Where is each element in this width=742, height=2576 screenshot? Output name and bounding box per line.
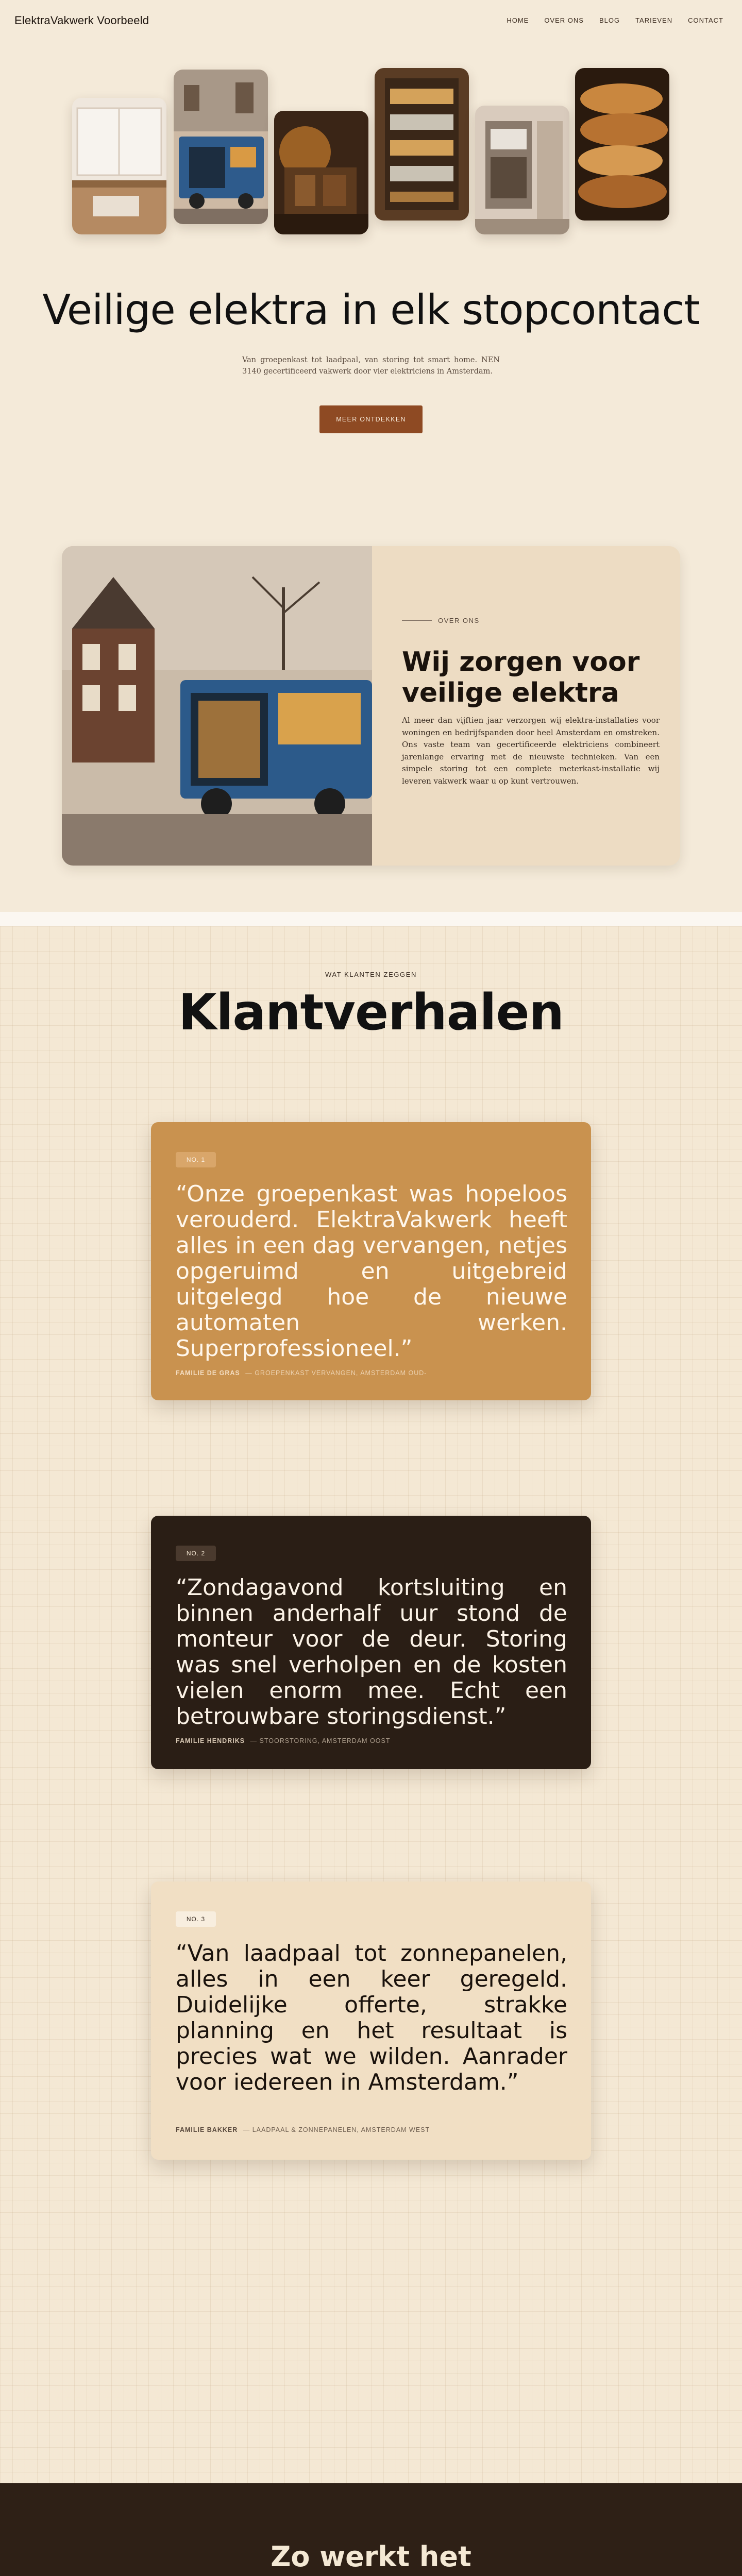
testimonial-author <box>176 1737 390 1744</box>
hero-image-meter <box>475 106 569 234</box>
nav-links <box>507 16 723 24</box>
testimonials-kicker: WAT KLANTEN ZEGGEN <box>325 971 417 978</box>
hero-image-window <box>72 98 166 234</box>
section-divider <box>0 912 742 927</box>
testimonial-card-1 <box>151 1122 591 1400</box>
nav-link-tarieven[interactable]: TARIEVEN <box>635 16 673 24</box>
testimonial-author-detail: — LAADPAAL & ZONNEPANELEN, AMSTERDAM WEST <box>243 2126 430 2133</box>
hero-image-van <box>174 70 268 224</box>
nav-link-over-ons[interactable]: OVER ONS <box>544 16 584 24</box>
testimonial-author <box>176 1369 427 1377</box>
about-photo <box>62 546 372 866</box>
testimonial-badge: NO. 3 <box>176 1911 216 1927</box>
nav-link-contact[interactable]: CONTACT <box>688 16 723 24</box>
hero-image-fusebox <box>375 68 469 221</box>
about-kicker-label: OVER ONS <box>438 617 480 624</box>
testimonial-card-2 <box>151 1516 591 1769</box>
brand-logo[interactable]: ElektraVakwerk Voorbeeld <box>14 14 149 27</box>
testimonials-title: Klantverhalen <box>178 984 564 1041</box>
testimonial-quote: “Onze groepenkast was hopeloos verouderd. ElektraVakwerk heeft alles in een dag vervangen, netjes opgeruimd en uitgebreid uitgelegd hoe de nieuwe automaten werken. Superprofessioneel.” <box>176 1181 567 1362</box>
testimonial-quote: “Zondagavond kortsluiting en binnen anderhalf uur stond de monteur voor de deur. Storing was snel verholpen en de kosten vielen enorm mee. Echt een betrouwbare storingsdienst.” <box>176 1574 567 1730</box>
workflow-title: Zo werkt het <box>271 2540 471 2573</box>
hero-subtitle: Van groepenkast tot laadpaal, van storing tot smart home. NEN 3140 gecertificeerd vakwerk door vier elektriciens in Amsterdam. <box>242 355 500 376</box>
testimonial-author-name: FAMILIE HENDRIKS <box>176 1737 245 1744</box>
testimonial-badge: NO. 1 <box>176 1152 216 1167</box>
testimonial-author <box>176 2126 430 2133</box>
hero-image-cables <box>575 68 669 221</box>
kicker-line <box>402 620 432 621</box>
about-text: Al meer dan vijftien jaar verzorgen wij elektra-installaties voor woningen en bedrijfspanden door heel Amsterdam en omstreken. Ons vaste team van gecertificeerde elektriciens combineert jarenlange ervaring met de nieuwste technieken. Van een simpele storing tot een complete meterkast-installatie wij leveren vakwerk waar u op kunt vertrouwen. <box>402 716 660 786</box>
top-navigation <box>0 0 742 41</box>
about-title: Wij zorgen voor veilige elektra <box>402 647 640 708</box>
testimonial-author-name: FAMILIE BAKKER <box>176 2126 238 2133</box>
testimonial-author-detail: — GROEPENKAST VERVANGEN, AMSTERDAM OUD- <box>245 1369 427 1377</box>
hero-cta-button[interactable]: MEER ONTDEKKEN <box>319 405 423 433</box>
testimonial-author-detail: — STOORSTORING, AMSTERDAM OOST <box>250 1737 391 1744</box>
hero-image-workshop <box>274 111 368 234</box>
testimonial-card-3 <box>151 1882 591 2160</box>
nav-link-blog[interactable]: BLOG <box>599 16 620 24</box>
about-kicker <box>402 617 480 624</box>
nav-link-home[interactable]: HOME <box>507 16 529 24</box>
testimonial-badge: NO. 2 <box>176 1546 216 1561</box>
testimonial-quote: “Van laadpaal tot zonnepanelen, alles in een keer geregeld. Duidelijke offerte, strakke planning en het resultaat is precies wat we wilden. Aanrader voor iedereen in Amsterdam.” <box>176 1940 567 2095</box>
testimonial-author-name: FAMILIE DE GRAS <box>176 1369 240 1377</box>
about-card <box>62 546 680 866</box>
hero-title: Veilige elektra in elk stopcontact <box>42 285 700 334</box>
